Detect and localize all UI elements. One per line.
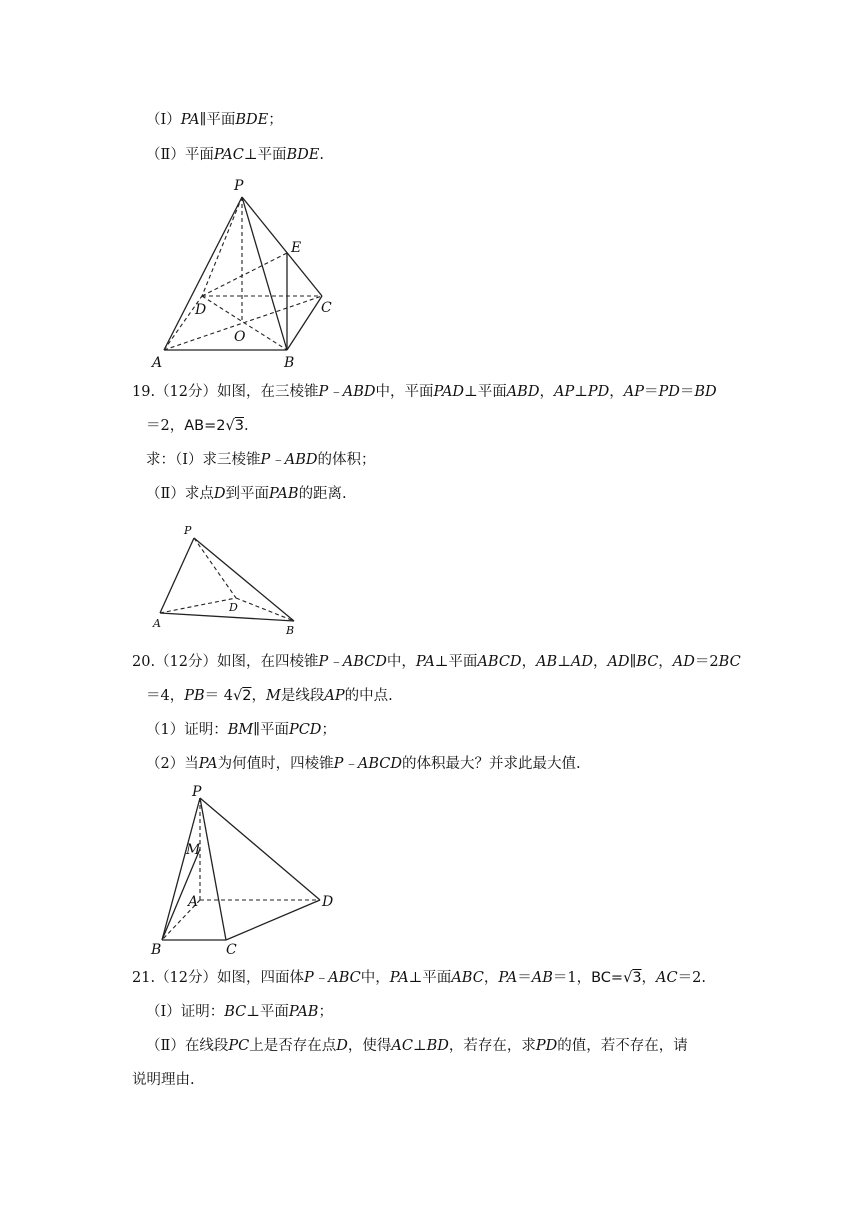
q20-part1: （1）证明：BM∥平面PCD；: [146, 722, 336, 738]
label-C: C: [226, 942, 237, 958]
q20-pyramid-figure: [148, 782, 348, 957]
edge-BC: [287, 296, 322, 350]
q20-part2: （2）当PA为何值时，四棱锥P﹣ABCD的体积最大？并求此最大值.: [146, 756, 581, 772]
q20-stem-line2: ＝4，PB＝ 4√2，M是线段AP的中点.: [146, 688, 393, 704]
question-number: 21.: [132, 970, 156, 986]
label-C: C: [321, 300, 332, 316]
question-score: （12分）: [155, 970, 218, 986]
edge-PC: [242, 197, 322, 296]
label-A: A: [153, 617, 161, 630]
label-A: A: [152, 355, 163, 371]
q20-stem-line1: 20.（12分）如图，在四棱锥P﹣ABCD中，PA⊥平面ABCD，AB⊥AD，AD∥BC，AD＝2BC: [132, 654, 741, 670]
edge-AD: [160, 598, 236, 613]
q19-ask-part1: 求：（Ⅰ）求三棱锥P﹣ABD的体积；: [146, 452, 376, 468]
question-score: （12分）: [155, 384, 218, 400]
label-O: O: [234, 329, 246, 345]
q18-pyramid-figure: [148, 175, 338, 370]
q21-part1: （Ⅰ）证明：BC⊥平面PAB；: [146, 1004, 333, 1020]
label-D: D: [229, 601, 238, 614]
q21-stem-line1: 21.（12分）如图，四面体P﹣ABC中，PA⊥平面ABC，PA＝AB＝1，BC=√3，AC＝2.: [132, 970, 706, 986]
label-B: B: [286, 624, 295, 637]
q19-ask-part2: （Ⅱ）求点D到平面PAB的距离.: [146, 486, 347, 502]
label-D: D: [195, 302, 207, 318]
edge-PB: [194, 538, 294, 621]
q19-stem-line1: 19.（12分）如图，在三棱锥P﹣ABD中，平面PAD⊥平面ABD，AP⊥PD，AP＝PD＝BD: [132, 384, 717, 400]
edge-PB: [242, 197, 287, 350]
edge-PD: [200, 798, 320, 900]
label-B: B: [151, 942, 162, 958]
edge-PC: [200, 798, 226, 940]
label-M: M: [186, 842, 201, 858]
label-E: E: [291, 240, 302, 256]
q18-part2: （Ⅱ）平面PAC⊥平面BDE.: [146, 147, 324, 163]
question-number: 20.: [132, 654, 156, 670]
edge-AB: [160, 613, 294, 621]
q18-part1: （Ⅰ）PA∥平面BDE；: [146, 112, 283, 128]
q19-tetrahedron-figure: [150, 522, 310, 637]
label-D: D: [322, 894, 334, 910]
label-A: A: [188, 894, 199, 910]
question-score: （12分）: [155, 654, 218, 670]
label-B: B: [284, 355, 295, 371]
edge-PA: [160, 538, 194, 613]
edge-PB: [162, 798, 200, 940]
label-P: P: [192, 784, 202, 800]
edge-DE: [202, 253, 287, 296]
q21-part2: （Ⅱ）在线段PC上是否存在点D，使得AC⊥BD，若存在，求PD的值，若不存在，请: [146, 1038, 688, 1054]
q19-stem-line2: ＝2，AB=2√3.: [146, 418, 249, 434]
q21-part2-cont: 说明理由.: [132, 1072, 195, 1088]
question-number: 19.: [132, 384, 156, 400]
label-P: P: [184, 524, 192, 537]
edge-CD: [226, 900, 320, 940]
label-P: P: [234, 178, 244, 194]
edge-PD: [202, 197, 242, 296]
